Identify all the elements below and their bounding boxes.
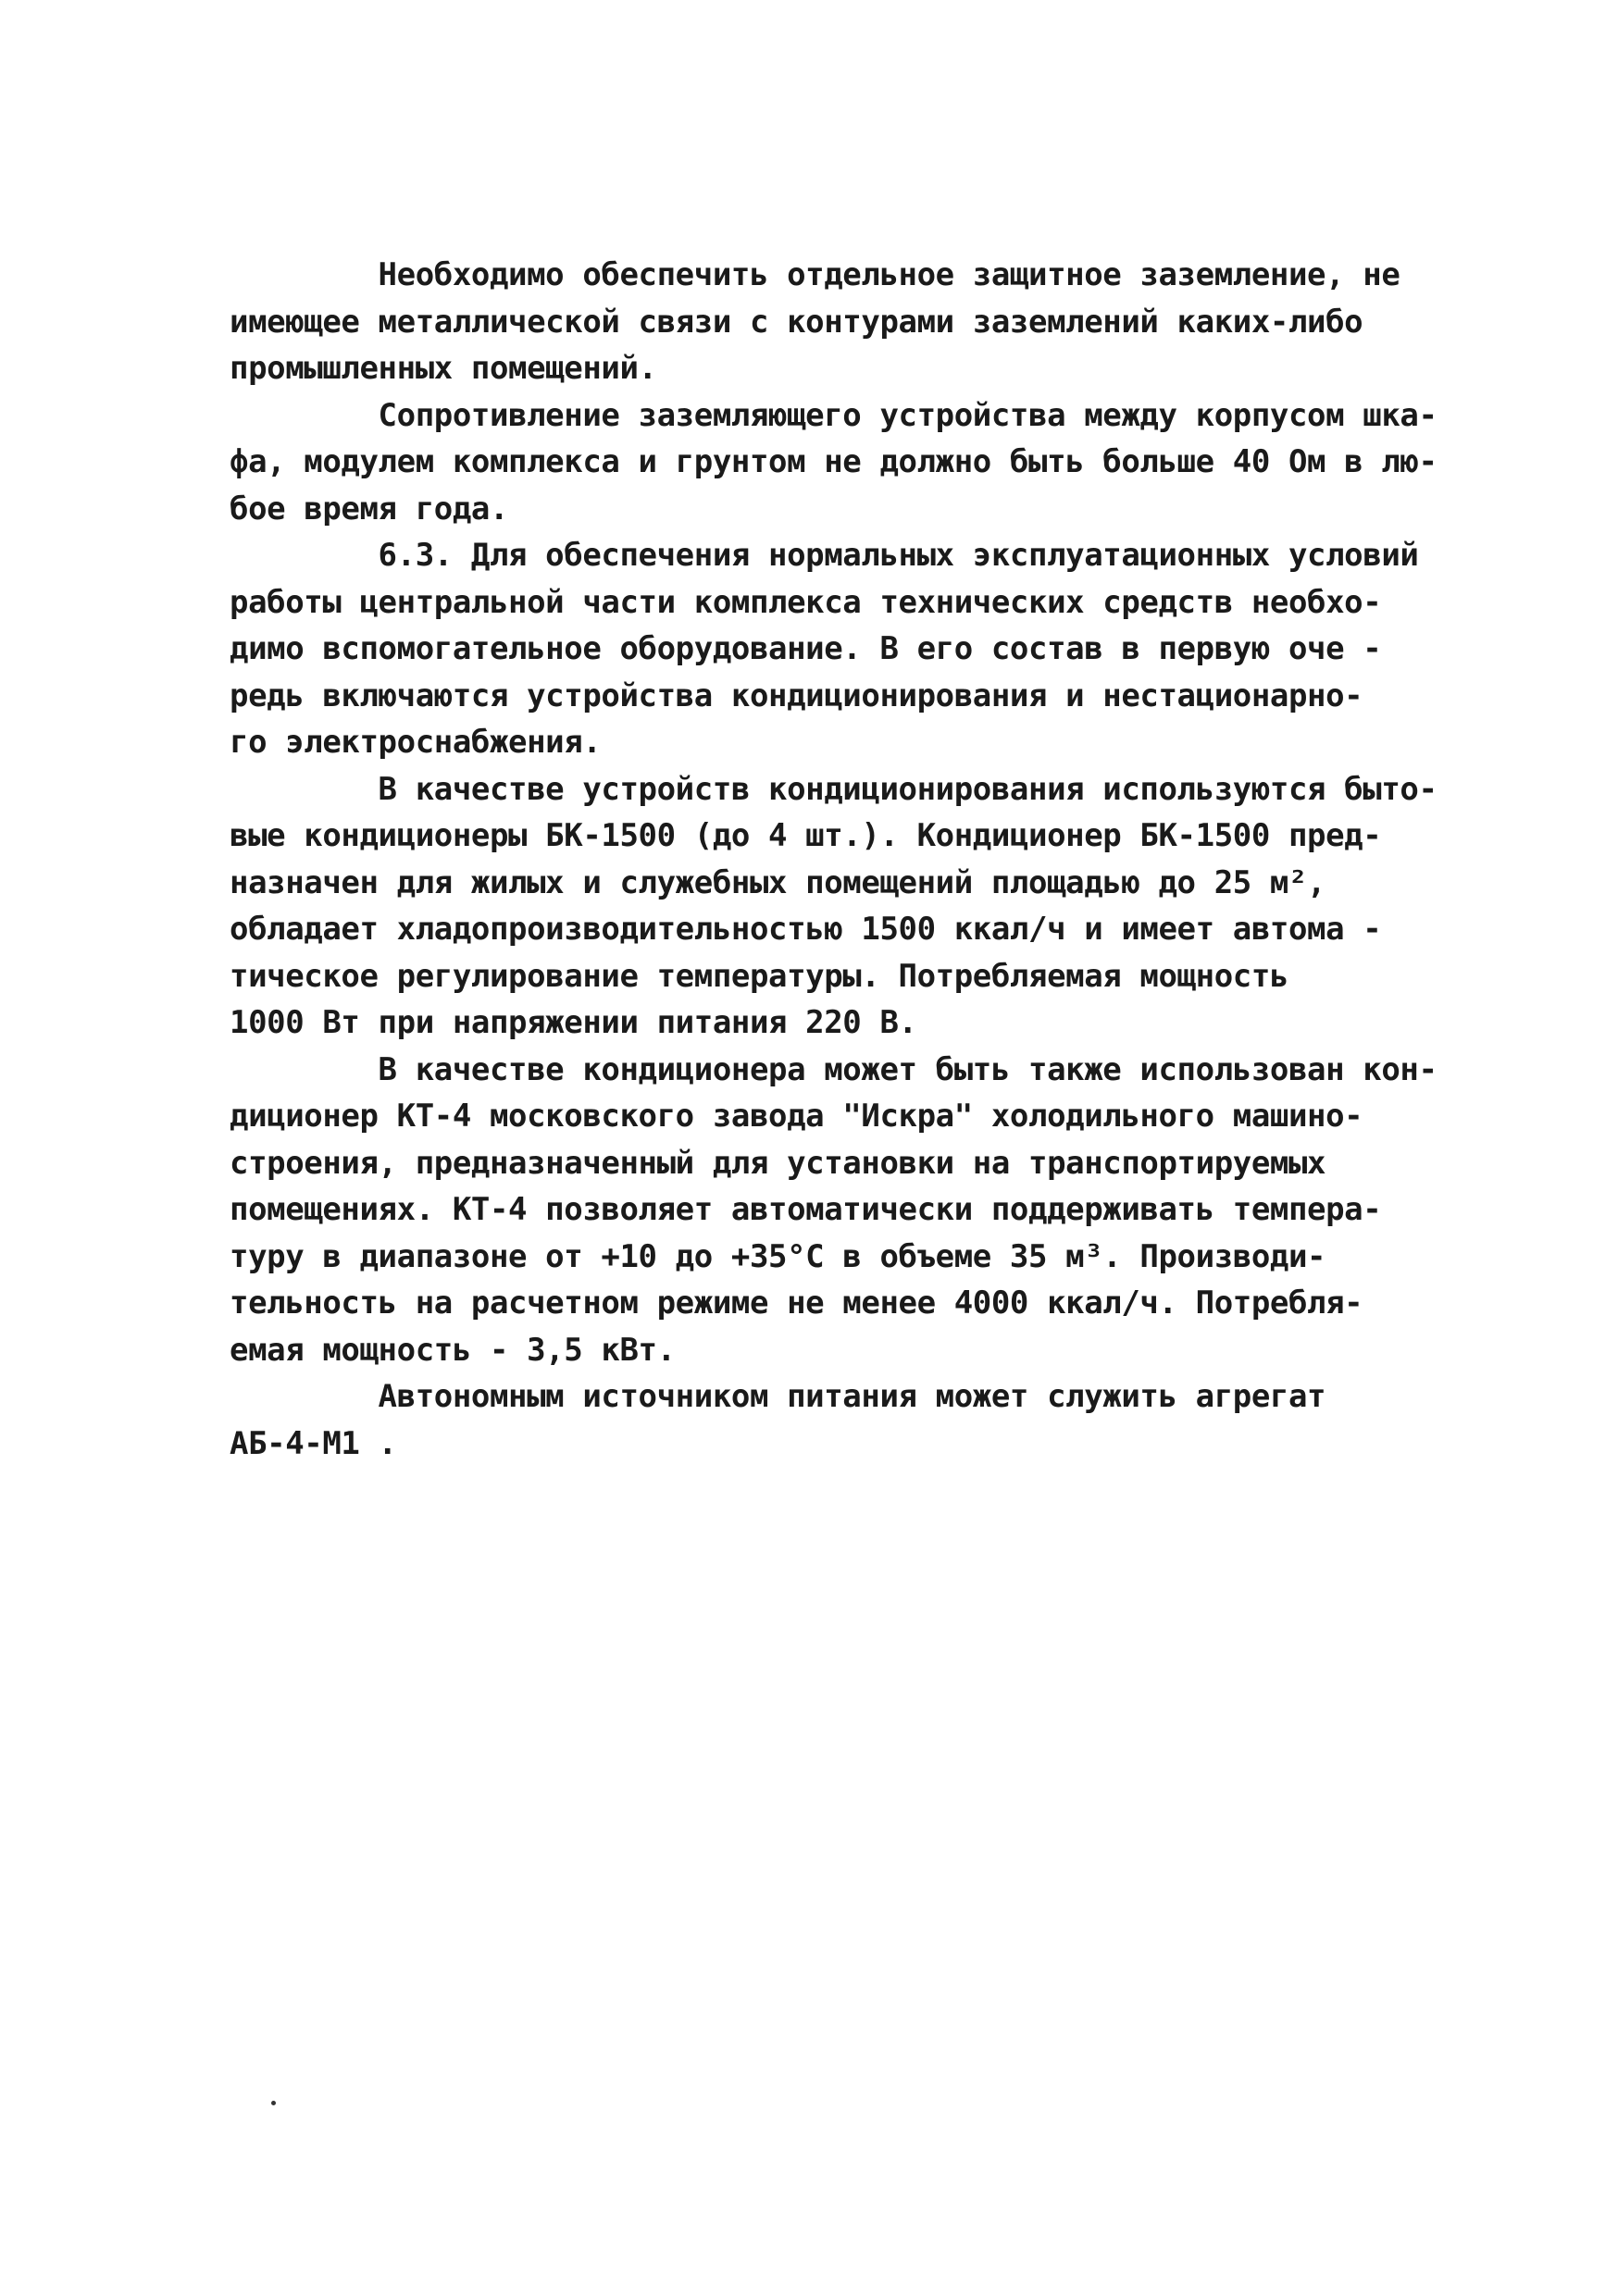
text-line: помещениях. КТ-4 позволяет автоматически поддерживать темпера- — [230, 1191, 1382, 1228]
text-line: Необходимо обеспечить отдельное защитное заземление, не — [230, 256, 1400, 293]
text-line: редь включаются устройства кондиционирования и нестационарно- — [230, 676, 1363, 714]
text-line: тельность на расчетном режиме не менее 4000 ккал/ч. Потребля- — [230, 1285, 1363, 1322]
text-line: диционер КТ-4 московского завода "Искра" холодильного машино- — [230, 1098, 1363, 1135]
text-line: строения, предназначенный для установки на транспортируемых — [230, 1144, 1326, 1182]
text-line: Автономным источником питания может служить агрегат — [230, 1378, 1326, 1415]
text-line: вые кондиционеры БК-1500 (до 4 шт.). Кондиционер БК-1500 пред- — [230, 817, 1382, 854]
text-line: бое время года. — [230, 490, 509, 527]
text-line: фа, модулем комплекса и грунтом не должно быть больше 40 Ом в лю- — [230, 443, 1438, 480]
text-line: работы центральной части комплекса технических средств необхо- — [230, 583, 1382, 621]
text-line: обладает хладопроизводительностью 1500 ккал/ч и имеет автома - — [230, 911, 1382, 948]
text-line: димо вспомогательное оборудование. В его состав в первую оче - — [230, 630, 1382, 667]
text-line: Сопротивление заземляющего устройства между корпусом шка- — [230, 396, 1438, 434]
text-line: АБ-4-М1 . — [230, 1424, 397, 1462]
scan-speck — [271, 2101, 276, 2105]
text-line: имеющее металлической связи с контурами заземлений каких-либо — [230, 303, 1363, 341]
text-line: емая мощность - 3,5 кВт. — [230, 1331, 676, 1369]
text-line: го электроснабжения. — [230, 724, 602, 761]
text-line: туру в диапазоне от +10 до +35°С в объеме 35 м³. Производи- — [230, 1237, 1326, 1275]
body-text — [230, 252, 1438, 1467]
text-line: назначен для жилых и служебных помещений площадью до 25 м², — [230, 863, 1345, 901]
text-line: В качестве устройств кондиционирования используются быто- — [230, 770, 1438, 808]
text-line: В качестве кондиционера может быть также использован кон- — [230, 1050, 1438, 1088]
text-line: 6.3. Для обеспечения нормальных эксплуатационных условий — [230, 537, 1419, 574]
text-line: тическое регулирование температуры. Потребляемая мощность — [230, 957, 1288, 995]
text-line: 1000 Вт при напряжении питания 220 В. — [230, 1004, 917, 1041]
text-line: промышленных помещений. — [230, 350, 657, 387]
